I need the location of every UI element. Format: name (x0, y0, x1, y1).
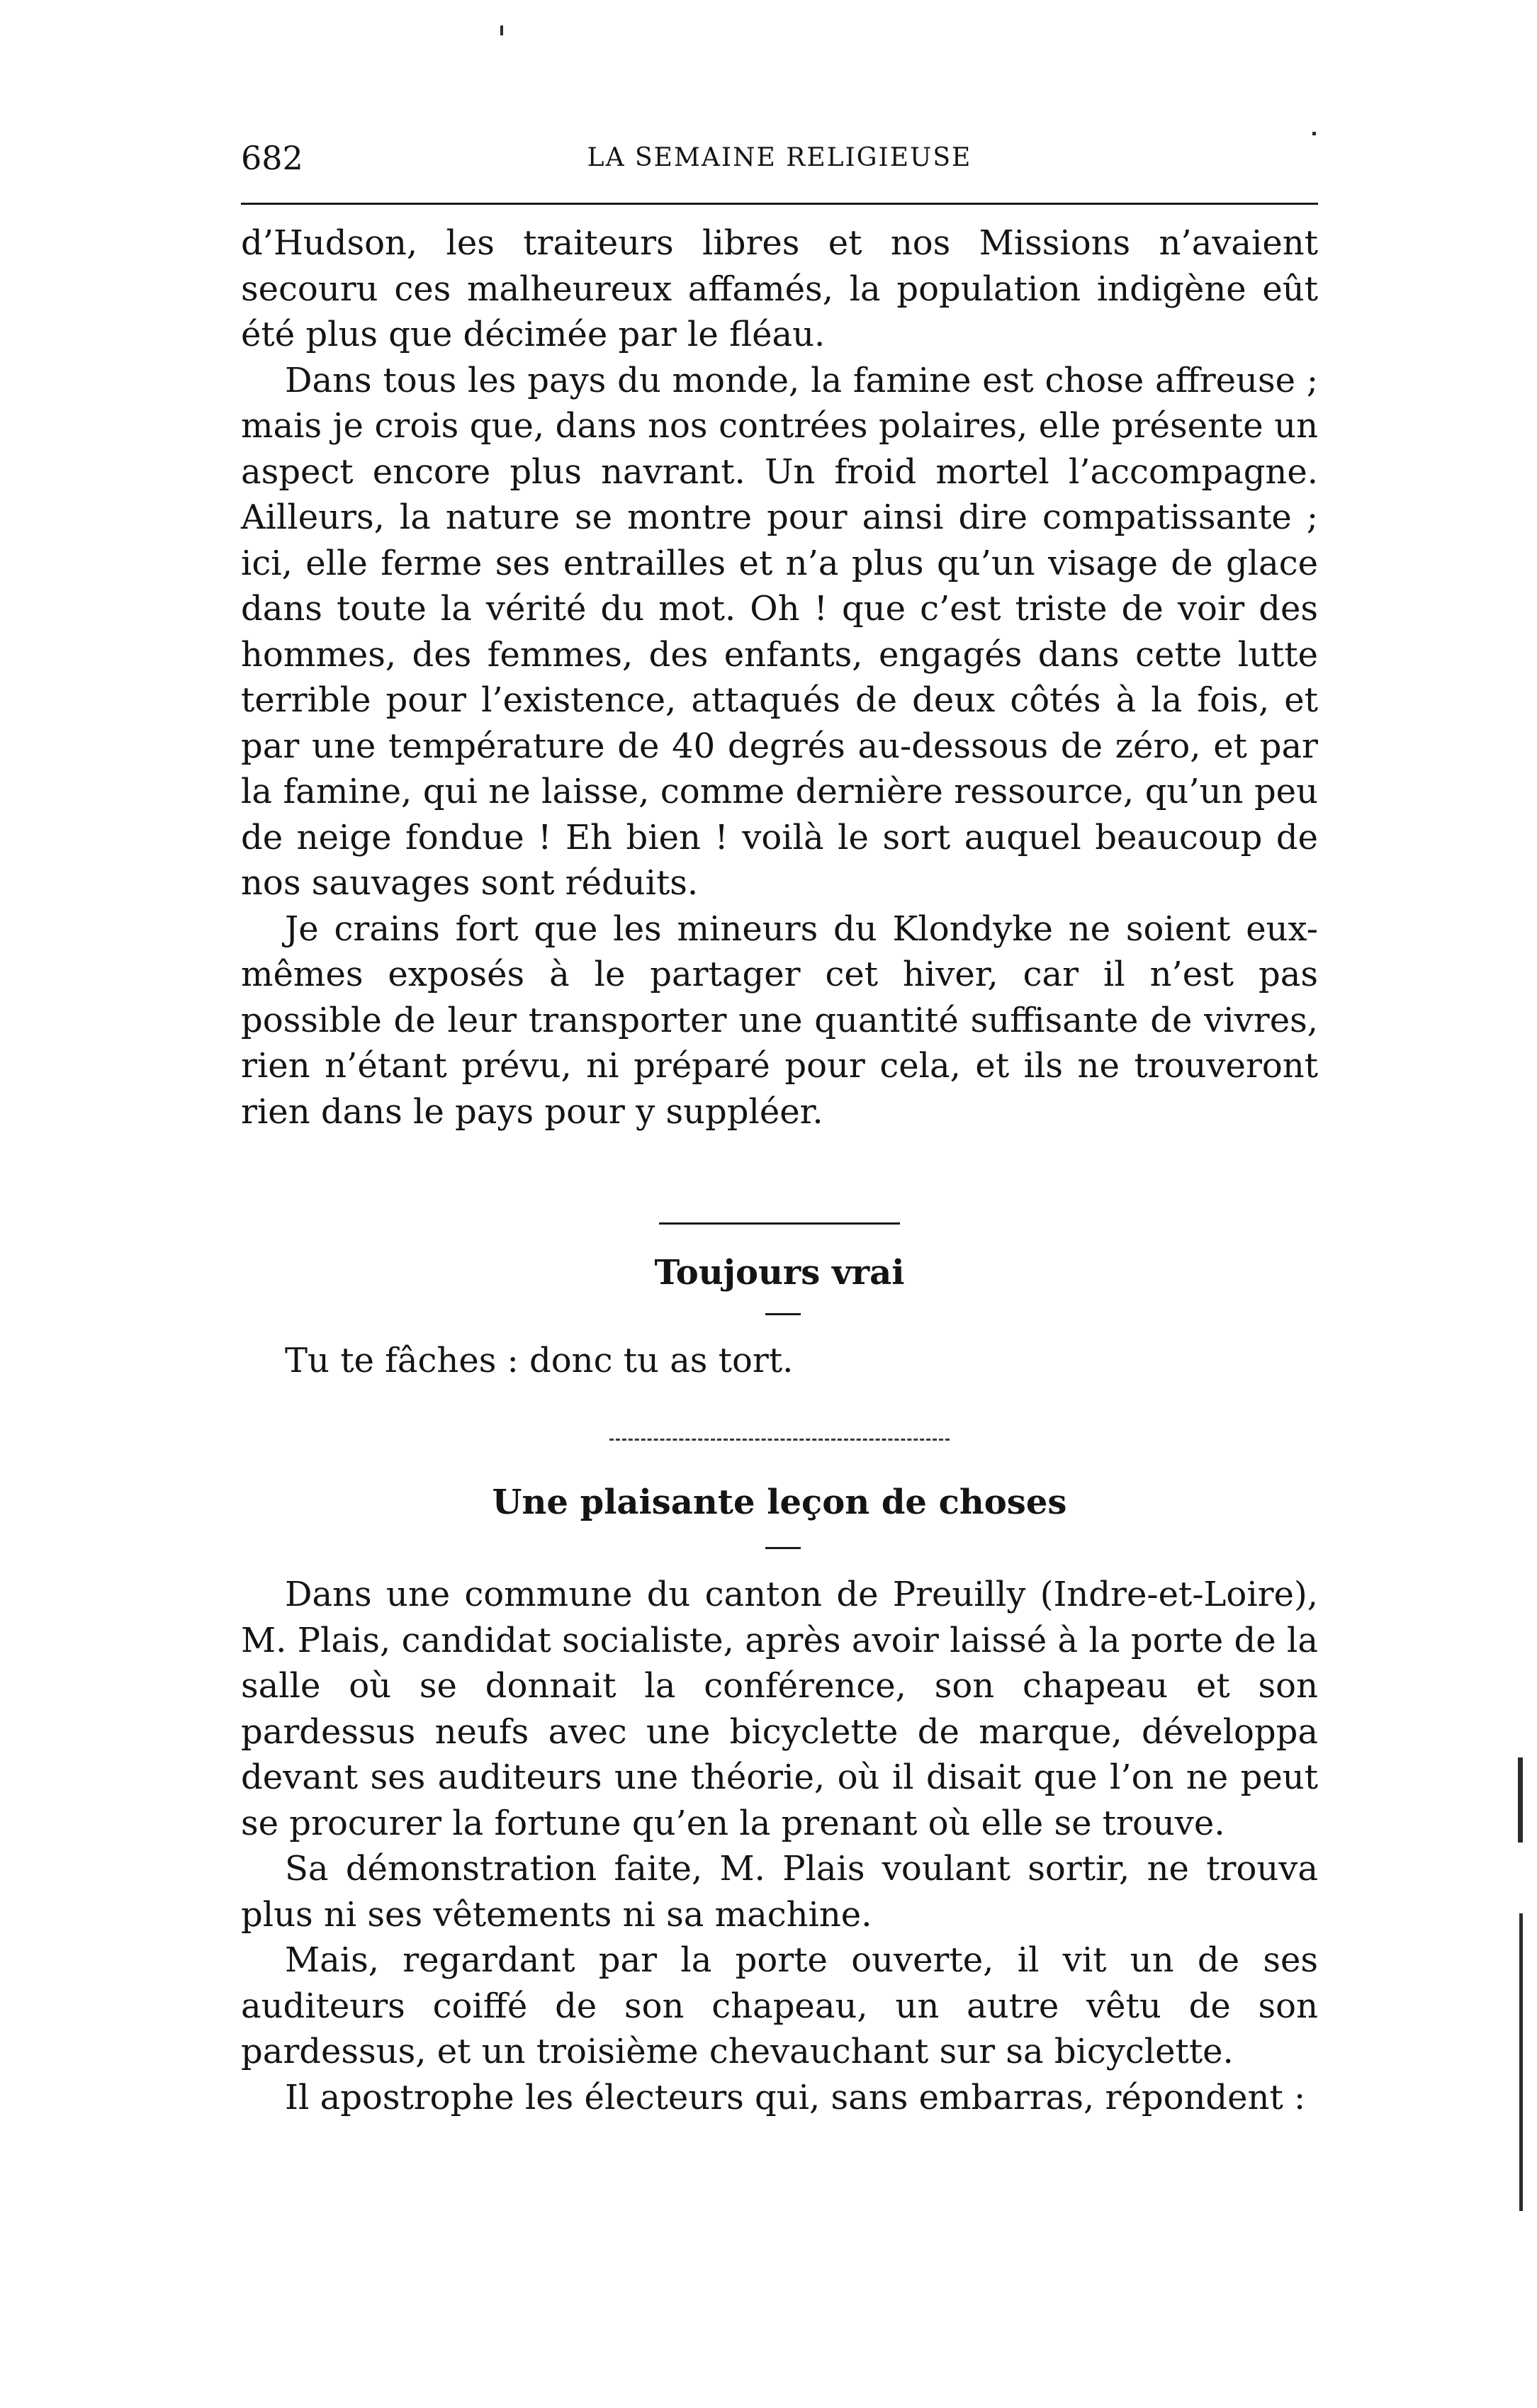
page-header (241, 139, 1318, 189)
paragraph-famine: Dans tous les pays du monde, la famine est chose affreuse ; mais je crois que, dans nos contrées polaires, elle présente un aspect encore plus navrant. Un froid mortel l’accompagne. Ailleurs, la nature se montre pour ainsi dire compatissante ; ici, elle ferme ses entrailles et n’a plus qu’un visage de glace dans toute la vérité du mot. Oh ! que c’est triste de voir des hommes, des femmes, des enfants, engagés dans cette lutte terrible pour l’existence, attaqués de deux côtés à la fois, et par une température de 40 degrés au-dessous de zéro, et par la famine, qui ne laisse, comme dernière ressource, qu’un peu de neige fondue ! Eh bien ! voilà le sort auquel beaucoup de nos sauvages sont réduits. (241, 360, 1318, 903)
paragraph-preuilly: Dans une commune du canton de Preuilly (Indre-et-Loire), M. Plais, candidat socialiste, après avoir laissé à la porte de la salle où se donnait la conférence, son chapeau et son pardessus neufs avec une bicyclette de marque, développa devant ses auditeurs une théorie, où il disait que l’on ne peut se procurer la fortune qu’en la prenant où elle se trouve. (241, 1575, 1318, 1843)
scan-speck (500, 26, 503, 35)
header-rule (241, 203, 1318, 205)
section-separator-dashed (609, 1439, 950, 1441)
scan-speck (1312, 132, 1316, 135)
section-separator-rule (659, 1222, 900, 1225)
title-dash (765, 1547, 801, 1549)
paragraph-apostrophe: Il apostrophe les électeurs qui, sans embarras, répondent : (285, 2077, 1306, 2117)
running-title: LA SEMAINE RELIGIEUSE (587, 143, 972, 172)
section-title-toujours-vrai: Toujours vrai (654, 1253, 905, 1293)
section-title-lecon-de-choses: Une plaisante leçon de choses (492, 1483, 1067, 1522)
title-dash (765, 1313, 801, 1315)
scan-edge-mark (1518, 1757, 1523, 1842)
paragraph-porte-ouverte: Mais, regardant par la porte ouverte, il vit un de ses auditeurs coiffé de son chapeau, un autre vêtu de son pardessus, et un troisième chevauchant sur sa bicyclette. (241, 1940, 1318, 2071)
article-body (241, 220, 1318, 1135)
paragraph-klondyke: Je crains fort que les mineurs du Klondyke ne soient eux-mêmes exposés à le partager cet hiver, car il n’est pas possible de leur transporter une quantité suffisante de vivres, rien n’étant prévu, ni préparé pour cela, et ils ne trouveront rien dans le pays pour y suppléer. (241, 908, 1318, 1132)
scan-edge-mark (1519, 1913, 1523, 2211)
paragraph-maxim: Tu te fâches : donc tu as tort. (285, 1341, 794, 1380)
page-number: 682 (241, 139, 303, 177)
section-toujours-vrai-body (241, 1338, 1318, 1384)
paragraph-demonstration: Sa démonstration faite, M. Plais voulant sortir, ne trouva plus ni ses vêtements ni sa machine. (241, 1849, 1318, 1935)
section-lecon-body (241, 1572, 1318, 2120)
paragraph-continuation: d’Hudson, les traiteurs libres et nos Missions n’avaient secouru ces malheureux affamés, la population indigène eût été plus que décimée par le fléau. (241, 223, 1318, 354)
